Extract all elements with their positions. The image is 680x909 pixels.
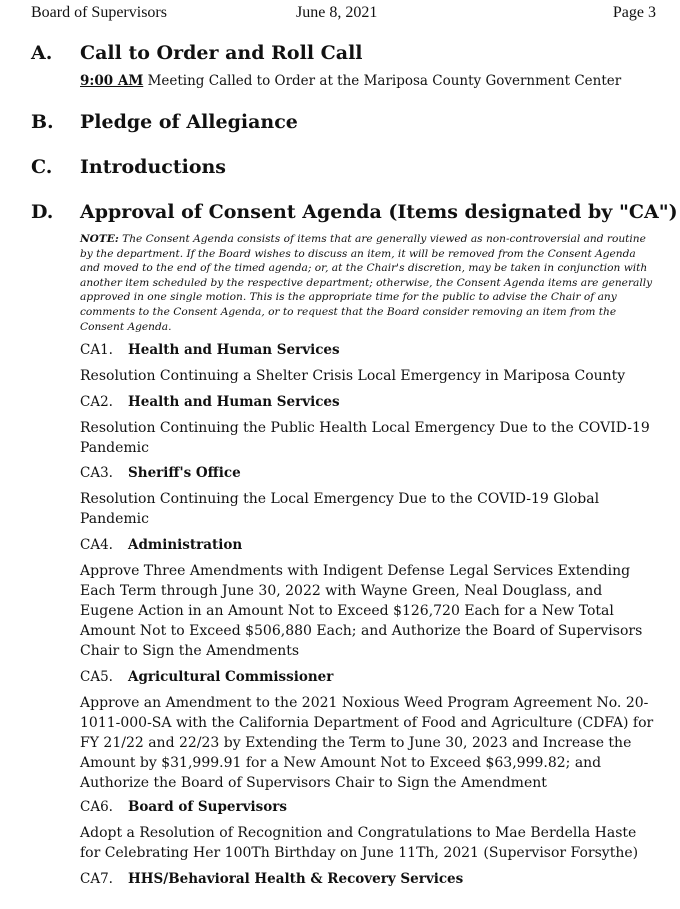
- item-number: CA7.: [80, 871, 113, 887]
- item-heading: [80, 342, 660, 362]
- agenda-item-ca3: [80, 465, 660, 529]
- item-department: Health and Human Services: [128, 342, 340, 358]
- item-department: Sheriff's Office: [128, 465, 241, 481]
- consent-agenda-note: [80, 232, 656, 334]
- agenda-item-ca7: [80, 871, 660, 891]
- agenda-item-ca4: [80, 537, 660, 661]
- header-board-name: Board of Supervisors: [31, 4, 167, 21]
- item-number: CA3.: [80, 465, 113, 481]
- item-number: CA4.: [80, 537, 113, 553]
- meeting-text: Meeting Called to Order at the Mariposa County Government Center: [143, 73, 622, 89]
- note-text: The Consent Agenda consists of items that are generally viewed as non-controversial and routine by the department. If the Board wishes to discuss an item, it will be removed from the Consent Agenda and moved to the end of the timed agenda; or, at the Chair's discretion, may be taken in conjunction with another item scheduled by the respective department; otherwise, the Consent Agenda items are generally approved in one single motion. This is the appropriate time for the public to advise the Chair of any comments to the Consent Agenda, or to request that the Board consider removing an item from the Consent Agenda.: [80, 233, 653, 333]
- item-description: Resolution Continuing the Public Health Local Emergency Due to the COVID-19 Pandemic: [80, 420, 650, 456]
- note-label: NOTE:: [80, 233, 119, 245]
- item-heading: [80, 871, 660, 891]
- item-heading: [80, 799, 660, 819]
- header-page-number: Page 3: [612, 4, 656, 21]
- agenda-item-ca6: [80, 799, 660, 863]
- item-number: CA2.: [80, 394, 113, 410]
- item-heading: [80, 537, 660, 557]
- item-heading: [80, 394, 660, 414]
- item-number: CA5.: [80, 669, 113, 685]
- header-date: June 8, 2021: [296, 4, 378, 21]
- section-letter: B.: [31, 111, 54, 133]
- section-title: Pledge of Allegiance: [80, 111, 298, 133]
- agenda-item-ca5: [80, 669, 660, 793]
- item-description: Resolution Continuing the Local Emergency Due to the COVID-19 Global Pandemic: [80, 491, 600, 527]
- section-letter: D.: [31, 201, 54, 223]
- item-description: Adopt a Resolution of Recognition and Congratulations to Mae Berdella Haste for Celebrating Her 100Th Birthday on June 11Th, 2021 (Supervisor Forsythe): [80, 825, 639, 861]
- item-department: Health and Human Services: [128, 394, 340, 410]
- item-number: CA6.: [80, 799, 113, 815]
- item-description: Resolution Continuing a Shelter Crisis Local Emergency in Mariposa County: [80, 368, 626, 384]
- item-heading: [80, 669, 660, 689]
- section-title: Approval of Consent Agenda (Items designated by "CA"): [80, 201, 678, 223]
- section-letter: C.: [31, 156, 53, 178]
- agenda-item-ca2: [80, 394, 660, 458]
- item-department: Board of Supervisors: [128, 799, 287, 815]
- meeting-time: 9:00 AM: [80, 73, 144, 89]
- agenda-item-ca1: [80, 342, 660, 386]
- item-number: CA1.: [80, 342, 113, 358]
- section-letter: A.: [31, 42, 53, 64]
- item-heading: [80, 465, 660, 485]
- item-department: Administration: [128, 537, 243, 553]
- item-description: Approve Three Amendments with Indigent Defense Legal Services Extending Each Term through June 30, 2022 with Wayne Green, Neal Douglass, and Eugene Action in an Amount Not to Exceed $126,720 Each for a New Total Amount Not to Exceed $506,880 Each; and Authorize the Board of Supervisors Chair to Sign the Amendments: [80, 563, 643, 659]
- page-header: [31, 4, 656, 24]
- meeting-called-line: [80, 73, 621, 89]
- item-description: Approve an Amendment to the 2021 Noxious Weed Program Agreement No. 20-1011-000-SA with the California Department of Food and Agriculture (CDFA) for FY 21/22 and 22/23 by Extending the Term to June 30, 2023 and Increase the Amount by $31,999.91 for a New Amount Not to Exceed $63,999.82; and Authorize the Board of Supervisors Chair to Sign the Amendment: [80, 695, 654, 791]
- item-department: HHS/Behavioral Health & Recovery Services: [128, 871, 464, 887]
- section-title: Call to Order and Roll Call: [80, 42, 363, 64]
- item-department: Agricultural Commissioner: [128, 669, 334, 685]
- section-title: Introductions: [80, 156, 227, 178]
